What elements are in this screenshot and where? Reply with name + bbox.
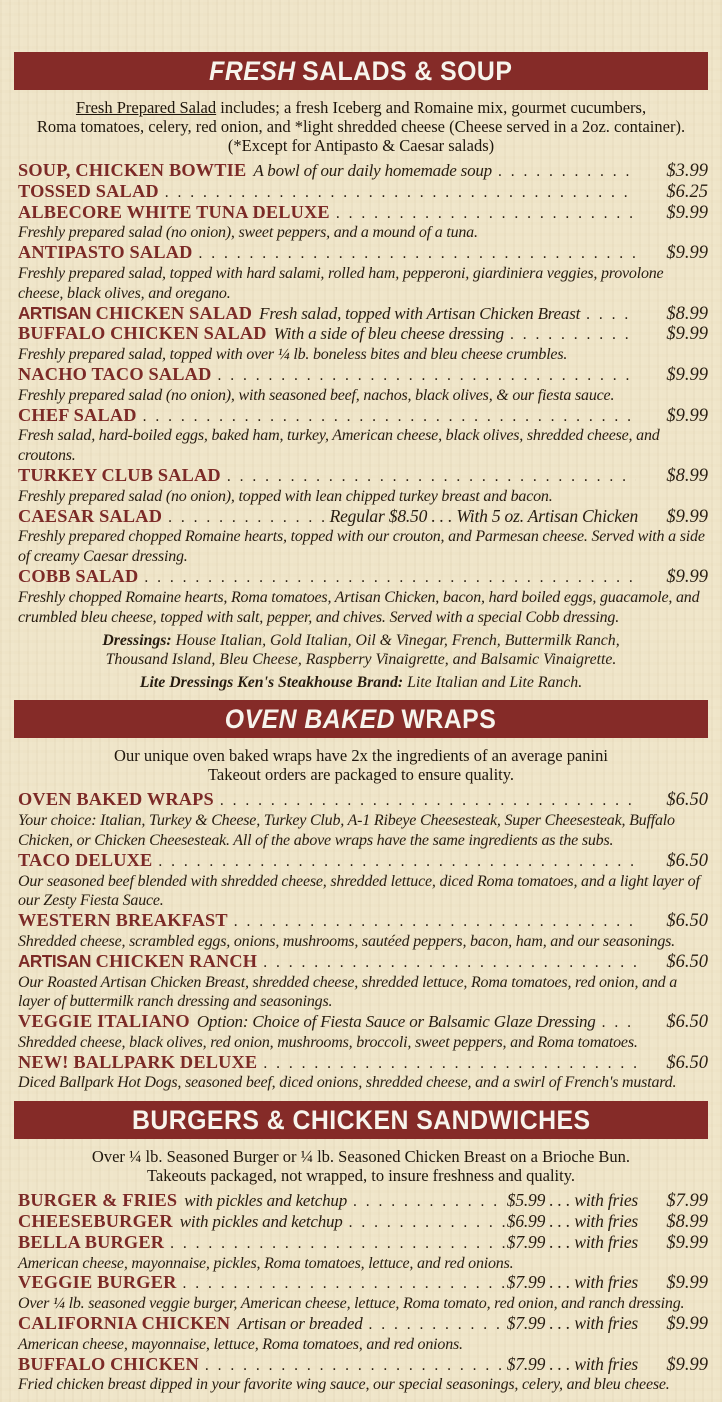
menu-items-oven-baked-wraps: [18, 790, 708, 1093]
note-segment: House Italian, Gold Italian, Oil & Vinegar, French, Buttermilk Ranch,: [171, 632, 620, 650]
menu-item-price: $9.99: [666, 243, 708, 264]
intro-segment: Takeouts packaged, not wrapped, to insure freshness and quality.: [146, 1166, 576, 1186]
menu-item-desc: Shredded cheese, scrambled eggs, onions, mushrooms, sautéed peppers, bacon, ham, and our seasonings.: [18, 932, 675, 950]
menu-item-desc: Freshly prepared salad (no onion), sweet peppers, and a mound of a tuna.: [18, 224, 478, 242]
intro-segment: (*Except for Antipasto & Caesar salads): [227, 136, 495, 155]
menu-item-name-text: COBB SALAD: [18, 565, 139, 586]
menu-item-name-text: SOUP, CHICKEN BOWTIE: [18, 160, 247, 180]
menu-item-name-text: NEW! BALLPARK DELUXE: [18, 1051, 258, 1072]
dotted-leader: [205, 1356, 505, 1376]
menu-item-name: [18, 304, 252, 324]
dotted-leader: [143, 407, 636, 427]
menu-item-name: [18, 1012, 190, 1032]
menu-item-price: $9.99: [666, 1314, 708, 1335]
menu-item-name-text: BUFFALO CHICKEN: [18, 1353, 199, 1374]
menu-item-name: [18, 1314, 230, 1334]
menu-item-name-brand: ARTISAN: [18, 950, 91, 971]
menu-item-row: [18, 304, 708, 325]
menu-item-price: $9.99: [666, 405, 708, 426]
menu-item-name-text: TURKEY CLUB SALAD: [18, 464, 221, 485]
menu-item-name-text: VEGGIE BURGER: [18, 1272, 177, 1293]
menu-item-name-text: CHEESEBURGER: [18, 1211, 173, 1232]
menu-item-price: $9.99: [666, 1232, 708, 1253]
menu-item-name-text: BURGER & FRIES: [18, 1190, 178, 1211]
section-title-text: BURGERS & CHICKEN SANDWICHES: [131, 1104, 591, 1135]
menu-item-price: $9.99: [666, 506, 708, 527]
menu-item-row: [18, 790, 708, 811]
menu-item-desc: American cheese, mayonnaise, pickles, Roma tomatoes, lettuce, and red onions.: [18, 1254, 514, 1272]
menu-item-desc: Our Roasted Artisan Chicken Breast, shredded cheese, shredded lettuce, Roma tomatoes, red onion, and a layer of buttermilk ranch dressing and seasonings.: [18, 973, 678, 1011]
menu-item-desc: Freshly prepared salad (no onion), with seasoned beef, nachos, black olives, & our fiesta sauce.: [18, 386, 615, 404]
menu-item-name: [18, 1233, 164, 1253]
section-title-italic: FRESH: [209, 55, 296, 86]
menu-item-name-text: BELLA BURGER: [18, 1231, 165, 1252]
menu-item-note: Option: Choice of Fiesta Sauce or Balsamic Glaze Dressing: [196, 1012, 596, 1032]
menu-item-name: [18, 161, 246, 181]
dotted-leader: [183, 1274, 505, 1294]
dotted-leader: [217, 366, 636, 386]
section-intro-burgers-chicken-sandwiches: [16, 1147, 706, 1185]
dotted-leader: [199, 244, 636, 264]
menu-item-price: $3.99: [666, 161, 708, 181]
menu-item-name-brand: ARTISAN: [18, 302, 91, 323]
menu-item-desc: Our seasoned beef blended with shredded cheese, shredded lettuce, diced Roma tomatoes, and a light layer of our Zesty Fiesta Sauce.: [18, 872, 700, 910]
dotted-leader: [349, 1213, 505, 1233]
note-segment: Dressings:: [102, 632, 172, 650]
intro-line: [16, 1147, 706, 1166]
section-notes-fresh-salads-soup: [0, 631, 722, 692]
menu-item-midprice: $6.99 . . . with fries: [506, 1211, 638, 1232]
menu-item-midprice: $7.99 . . . with fries: [506, 1313, 638, 1334]
menu-item-name: [18, 243, 193, 263]
menu-item-price: $7.99: [666, 1191, 708, 1212]
dotted-leader: [336, 204, 636, 224]
section-intro-fresh-salads-soup: [16, 98, 706, 155]
menu-item-name: [18, 1355, 199, 1375]
menu-item-name: [18, 507, 162, 527]
menu-item-price: $6.50: [666, 911, 708, 932]
menu-item-price: $9.99: [666, 364, 708, 385]
note-segment: Thousand Island, Bleu Cheese, Raspberry Vinaigrette, and Balsamic Vinaigrette.: [105, 651, 617, 669]
menu-item-row: [18, 1012, 708, 1033]
menu-item-name-text: CAESAR SALAD: [18, 505, 163, 526]
intro-segment: Roma tomatoes, celery, red onion, and *light shredded cheese (Cheese served in a 2oz. container).: [36, 117, 686, 136]
menu-item-row: [18, 365, 708, 386]
menu-item-row: [18, 1355, 708, 1376]
dotted-leader: [170, 1234, 505, 1254]
menu-item-name: [18, 203, 330, 223]
menu-item-price: $6.50: [666, 951, 708, 972]
menu-item-name-text: CHICKEN RANCH: [90, 950, 258, 971]
section-title-text: SALADS & SOUP: [302, 55, 513, 86]
menu-item-row: [18, 161, 708, 182]
menu-item-row: [18, 507, 708, 528]
dotted-leader: [353, 1192, 505, 1212]
dotted-leader: [602, 1013, 636, 1033]
menu-item-price: $9.99: [666, 1354, 708, 1375]
menu-item-midprice: $5.99 . . . with fries: [506, 1190, 638, 1211]
menu-item-name: [18, 324, 267, 344]
dotted-leader: [510, 325, 636, 345]
section-header-oven-baked-wraps: [14, 700, 708, 738]
menu-item-name: [18, 1212, 173, 1232]
dotted-leader: [498, 162, 636, 182]
menu-item-desc: Freshly prepared salad, topped with over ¼ lb. boneless bites and bleu cheese crumbles.: [18, 346, 568, 364]
menu-item-note: A bowl of our daily homemade soup: [253, 161, 492, 180]
menu-item-name: [18, 952, 257, 972]
intro-line: [16, 136, 706, 155]
menu-item-price: $6.50: [666, 790, 708, 811]
menu-item-midprice: Regular $8.50 . . . With 5 oz. Artisan Chicken: [329, 505, 638, 526]
menu-item-row: [18, 203, 708, 224]
menu-item-desc: Fresh salad, hard-boiled eggs, baked ham, turkey, American cheese, black olives, shredded cheese, and croutons.: [18, 427, 660, 465]
menu-item-name: [18, 790, 214, 810]
menu-item-row: [18, 243, 708, 264]
note: [0, 631, 722, 669]
section-intro-oven-baked-wraps: [16, 746, 706, 784]
menu-item-price: $9.99: [666, 566, 708, 587]
menu-item-name-text: TOSSED SALAD: [18, 180, 159, 201]
menu-item-note: with pickles and ketchup: [184, 1191, 348, 1211]
intro-segment: Our unique oven baked wraps have 2x the ingredients of an average panini: [114, 746, 608, 766]
menu-item-note: Artisan or breaded: [237, 1314, 363, 1334]
menu-item-desc: Freshly prepared chopped Romaine hearts, topped with our crouton, and Parmesan cheese. Served with a side of creamy Caesar dressing.: [18, 528, 705, 566]
menu-item-desc: Freshly chopped Romaine hearts, Roma tomatoes, Artisan Chicken, bacon, hard boiled eggs, guacamole, and crumbled bleu cheese, topped with salt, pepper, and chives. Served with a special Cobb dressing.: [18, 588, 700, 626]
menu-item-row: [18, 911, 708, 932]
note-segment: Lite Italian and Lite Ranch.: [403, 674, 583, 692]
intro-segment: Fresh Prepared Salad: [75, 98, 217, 117]
menu-item-name-text: CHEF SALAD: [18, 404, 137, 425]
note-segment: Lite Dressings Ken's Steakhouse Brand:: [139, 674, 404, 692]
menu-item-note: with pickles and ketchup: [179, 1212, 343, 1232]
section-title: [209, 56, 512, 87]
menu-item-name: [18, 851, 152, 871]
menu-item-price: $9.99: [666, 1273, 708, 1294]
menu-item-row: [18, 1053, 708, 1074]
section-title-text: WRAPS: [401, 703, 497, 734]
intro-line: [16, 117, 706, 136]
menu-item-row: [18, 466, 708, 487]
menu-item-price: $9.99: [666, 324, 708, 345]
menu-item-name-text: VEGGIE ITALIANO: [18, 1011, 190, 1032]
menu-item-desc: Over ¼ lb. seasoned veggie burger, American cheese, lettuce, Roma tomato, red onion, and ranch dressing.: [18, 1295, 685, 1313]
note-line: [0, 650, 722, 669]
menu-item-row: [18, 1273, 708, 1294]
menu-item-name: [18, 1273, 177, 1293]
dotted-leader: [158, 852, 636, 872]
note-line: [0, 631, 722, 650]
intro-line: [16, 746, 706, 765]
menu-item-name: [18, 911, 228, 931]
dotted-leader: [144, 568, 636, 588]
menu-item-name: [18, 365, 211, 385]
menu-item-midprice: $7.99 . . . with fries: [506, 1272, 638, 1293]
menu-item-name-text: OVEN BAKED WRAPS: [18, 789, 214, 810]
menu-items-fresh-salads-soup: [18, 161, 708, 627]
menu-item-desc: Fried chicken breast dipped in your favorite wing sauce, our special seasonings, celery, and bleu cheese.: [18, 1376, 670, 1394]
menu-item-desc: Freshly prepared salad, topped with hard salami, rolled ham, pepperoni, giardiniera veggies, provolone cheese, black olives, and oregano.: [18, 264, 664, 302]
menu-items-burgers-chicken-sandwiches: [18, 1191, 708, 1395]
dotted-leader: [227, 467, 636, 487]
menu-item-name: [18, 182, 159, 202]
dotted-leader: [263, 953, 636, 973]
menu-item-name-text: WESTERN BREAKFAST: [18, 910, 228, 931]
menu-item-desc: American cheese, mayonnaise, lettuce, Roma tomatoes, and red onions.: [18, 1335, 463, 1353]
menu-item-name: [18, 406, 137, 426]
menu-item-row: [18, 1314, 708, 1335]
menu-item-row: [18, 324, 708, 345]
menu-item-row: [18, 1191, 708, 1212]
menu-item-row: [18, 851, 708, 872]
menu-item-row: [18, 1212, 708, 1233]
section-header-fresh-salads-soup: [14, 52, 708, 90]
dotted-leader: [168, 508, 328, 528]
intro-line: [16, 765, 706, 784]
menu-item-row: [18, 182, 708, 203]
note: [0, 673, 722, 692]
dotted-leader: [220, 791, 636, 811]
menu-item-price: $6.50: [666, 850, 708, 871]
menu-item-name-text: TACO DELUXE: [18, 849, 153, 870]
dotted-leader: [369, 1315, 505, 1335]
menu-item-row: [18, 1233, 708, 1254]
intro-line: [16, 1166, 706, 1185]
menu-item-row: [18, 952, 708, 973]
menu-item-price: $6.25: [666, 181, 708, 202]
menu-item-desc: Your choice: Italian, Turkey & Cheese, Turkey Club, A-1 Ribeye Cheesesteak, Super Cheesesteak, Buffalo Chicken, or Chicken Cheesesteak. All of the above wraps have the same ingredients as the subs.: [18, 812, 675, 849]
dotted-leader: [263, 1054, 636, 1074]
menu-item-note: With a side of bleu cheese dressing: [273, 324, 504, 344]
menu-item-name-text: NACHO TACO SALAD: [18, 363, 212, 384]
menu-item-name: [18, 1191, 177, 1211]
menu-item-price: $8.99: [666, 303, 708, 324]
menu-item-row: [18, 567, 708, 588]
menu-item-desc: Freshly prepared salad (no onion), topped with lean chipped turkey breast and bacon.: [18, 487, 553, 505]
intro-line: [16, 98, 706, 117]
menu-item-name-text: ALBECORE WHITE TUNA DELUXE: [18, 201, 330, 222]
section-title: [225, 704, 496, 735]
menu-item-price: $9.99: [666, 202, 708, 223]
dotted-leader: [234, 912, 636, 932]
menu-item-name: [18, 1053, 257, 1073]
dotted-leader: [165, 183, 636, 203]
menu-item-name-text: CHICKEN SALAD: [90, 302, 253, 323]
menu-item-name: [18, 567, 138, 587]
dotted-leader: [586, 305, 636, 325]
note-line: [0, 673, 722, 692]
menu-item-desc: Diced Ballpark Hot Dogs, seasoned beef, diced onions, shredded cheese, and a swirl of French's mustard.: [18, 1074, 677, 1092]
menu-item-price: $6.50: [666, 1012, 708, 1033]
menu-item-name: [18, 466, 221, 486]
menu-item-midprice: $7.99 . . . with fries: [506, 1231, 638, 1252]
menu-item-price: $8.99: [666, 1212, 708, 1233]
menu-item-price: $8.99: [666, 465, 708, 486]
menu-item-name-text: CALIFORNIA CHICKEN: [18, 1313, 231, 1334]
section-title: [132, 1105, 591, 1136]
menu-item-row: [18, 406, 708, 427]
menu-item-note: Fresh salad, topped with Artisan Chicken Breast: [259, 303, 581, 323]
section-title-italic: OVEN BAKED: [225, 703, 396, 734]
section-header-burgers-chicken-sandwiches: [14, 1101, 708, 1139]
intro-segment: includes; a fresh Iceberg and Romaine mix, gourmet cucumbers,: [216, 98, 647, 117]
menu-item-desc: Shredded cheese, black olives, red onion, mushrooms, broccoli, sweet peppers, and Roma tomatoes.: [18, 1033, 638, 1051]
intro-segment: Takeout orders are packaged to ensure quality.: [207, 765, 515, 785]
intro-segment: Over ¼ lb. Seasoned Burger or ¼ lb. Seasoned Chicken Breast on a Brioche Bun.: [91, 1147, 631, 1167]
menu-item-midprice: $7.99 . . . with fries: [506, 1353, 638, 1374]
menu-item-price: $6.50: [666, 1052, 708, 1073]
menu-item-name-text: BUFFALO CHICKEN SALAD: [18, 323, 267, 344]
menu-item-name-text: ANTIPASTO SALAD: [18, 242, 193, 263]
